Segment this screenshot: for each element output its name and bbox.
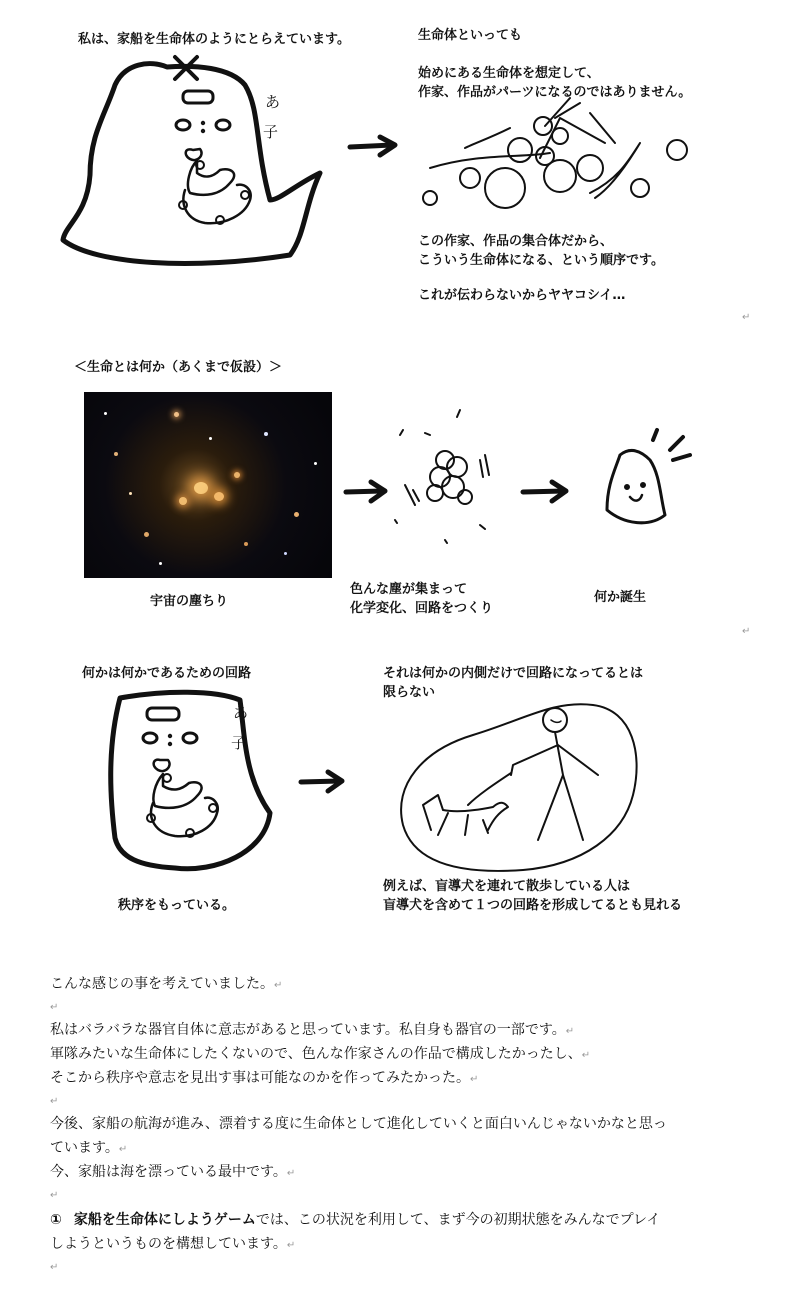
dust-gathering-sketch [385, 405, 505, 545]
return-mark: ↵ [50, 1096, 59, 1107]
birth-creature-sketch [595, 425, 695, 535]
body-paragraph: こんな感じの事を考えていました。↵ [50, 976, 283, 992]
body-paragraph: 軍隊みたいな生命体にしたくないので、色んな作家さんの作品で構成したかったし、↵ [50, 1046, 591, 1062]
return-mark: ↵ [742, 626, 751, 637]
caption-confusing: これが伝わらないからヤヤコシイ… [418, 288, 626, 303]
return-mark: ↵ [50, 1262, 59, 1273]
space-dust-photo [84, 392, 332, 578]
caption-space-dust: 宇宙の塵ちり [150, 594, 229, 609]
parts-collection-sketch [420, 98, 700, 228]
body-paragraph: ています。↵ [50, 1140, 128, 1156]
caption-birth: 何か誕生 [594, 590, 647, 605]
guide-dog-walk-sketch [393, 695, 643, 875]
caption-circuit: 何かは何かであるための回路 [82, 666, 252, 681]
arrow-1 [345, 137, 405, 157]
body-paragraph-game: ① 家船を生命体にしようゲームでは、この状況を利用して、まず今の初期状態をみんなでプレイ [50, 1212, 661, 1228]
return-mark: ↵ [742, 312, 751, 323]
svg-text:子: 子 [263, 123, 279, 141]
body-paragraph: そこから秩序や意志を見出す事は可能なのかを作ってみたかった。↵ [50, 1070, 479, 1086]
caption-organism: 私は、家船を生命体のようにとらえています。 [78, 32, 350, 47]
list-number: ① [50, 1212, 62, 1228]
order-creature-sketch [95, 688, 285, 888]
return-mark: ↵ [50, 1002, 59, 1013]
body-paragraph: 今後、家船の航海が進み、漂着する度に生命体として進化していくと面白いんじゃないかなと思っ [50, 1116, 667, 1132]
caption-collection: この作家、作品の集合体だから、 こういう生命体になる、という順序です。 [418, 234, 664, 268]
caption-not-only-inside: それは何かの内側だけで回路になってるとは 限らない [383, 666, 644, 700]
caption-dust-gathers: 色んな塵が集まって 化学変化、回路をつくり [350, 582, 494, 616]
svg-text:あ: あ [233, 704, 249, 722]
arrow-4 [298, 770, 353, 794]
caption-order: 秩序をもっている。 [118, 898, 236, 913]
return-mark: ↵ [50, 1190, 59, 1201]
body-paragraph: 今、家船は海を漂っている最中です。↵ [50, 1164, 296, 1180]
body-paragraph: しようというものを構想しています。↵ [50, 1236, 296, 1252]
caption-organism-note: 生命体といっても [418, 28, 523, 43]
caption-guide-dog-example: 例えば、盲導犬を連れて散歩している人は 盲導犬を含めて１つの回路を形成してるとも見れる [383, 879, 683, 913]
game-title: 家船を生命体にしようゲーム [73, 1212, 256, 1228]
body-paragraph: 私はバラバラな器官自体に意志があると思っています。私自身も器官の一部です。↵ [50, 1022, 575, 1038]
svg-text:子: 子 [231, 734, 247, 752]
arrow-3 [520, 480, 575, 504]
caption-organism-assumption: 始めにある生命体を想定して、 作家、作品がパーツになるのではありません。 [418, 66, 692, 100]
svg-text:あ: あ [265, 93, 281, 111]
heading-what-is-life: ＜生命とは何か（あくまで仮設）＞ [74, 360, 283, 375]
ship-creature-sketch [55, 55, 315, 275]
